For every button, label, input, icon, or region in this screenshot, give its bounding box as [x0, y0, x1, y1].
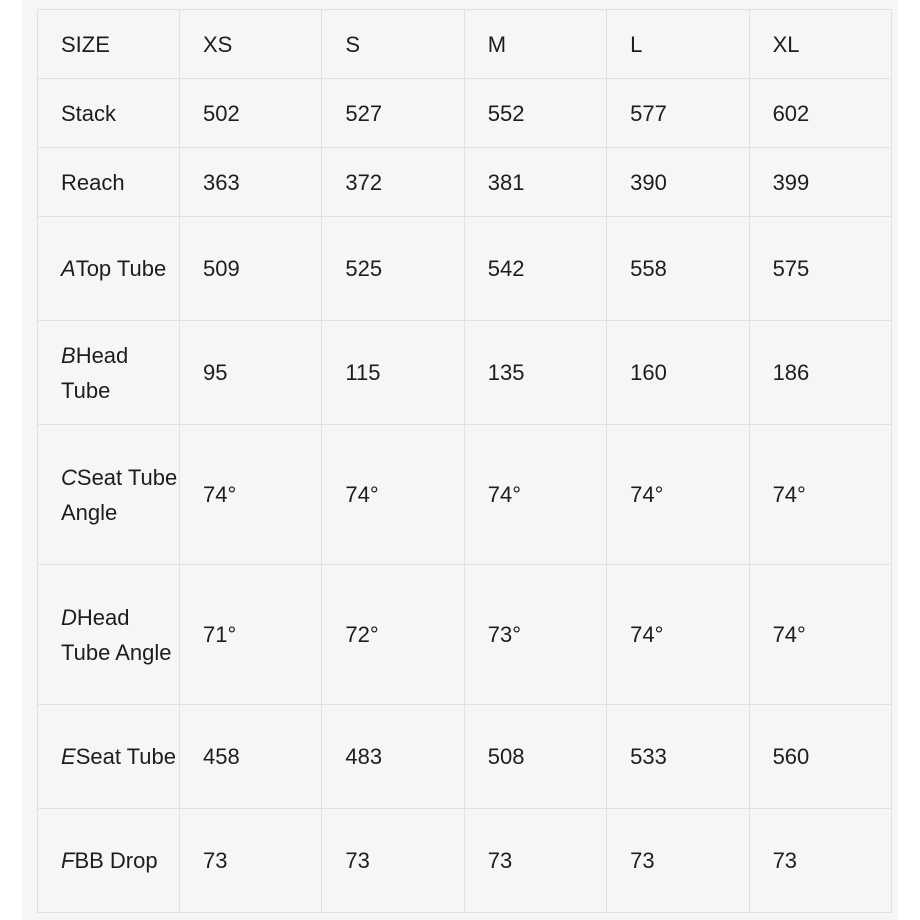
table-cell: 575	[749, 217, 891, 321]
row-label-seat-tube: ESeat Tube	[38, 705, 180, 809]
table-cell: 73	[749, 809, 891, 913]
table-cell: 372	[322, 148, 464, 217]
table-cell: 74°	[464, 425, 606, 565]
table-cell: 502	[180, 79, 322, 148]
table-cell: 525	[322, 217, 464, 321]
table-cell: 363	[180, 148, 322, 217]
table-cell: 552	[464, 79, 606, 148]
table-cell: 95	[180, 321, 322, 425]
table-row	[38, 321, 892, 425]
header-cell-l: L	[607, 10, 749, 79]
table-cell: 399	[749, 148, 891, 217]
geometry-table	[37, 9, 892, 913]
table-cell: 558	[607, 217, 749, 321]
row-label-top-tube: ATop Tube	[38, 217, 180, 321]
table-cell: 74°	[322, 425, 464, 565]
table-cell: 74°	[607, 425, 749, 565]
row-letter: F	[61, 848, 75, 873]
table-cell: 560	[749, 705, 891, 809]
table-cell: 74°	[749, 565, 891, 705]
table-cell: 602	[749, 79, 891, 148]
header-cell-xl: XL	[749, 10, 891, 79]
header-cell-m: M	[464, 10, 606, 79]
table-cell: 72°	[322, 565, 464, 705]
table-row	[38, 705, 892, 809]
row-label-head-tube: BHead Tube	[38, 321, 180, 425]
row-letter: E	[61, 744, 76, 769]
row-letter: D	[61, 604, 77, 630]
row-letter: B	[61, 342, 76, 368]
table-header-row	[38, 10, 892, 79]
table-cell: 74°	[749, 425, 891, 565]
row-label-bb-drop: FBB Drop	[38, 809, 180, 913]
table-row	[38, 809, 892, 913]
table-cell: 533	[607, 705, 749, 809]
row-label-stack: Stack	[38, 79, 180, 148]
table-cell: 577	[607, 79, 749, 148]
table-cell: 74°	[607, 565, 749, 705]
row-letter: C	[61, 464, 77, 490]
header-cell-xs: XS	[180, 10, 322, 79]
table-cell: 390	[607, 148, 749, 217]
table-row	[38, 148, 892, 217]
table-cell: 381	[464, 148, 606, 217]
table-row	[38, 565, 892, 705]
table-cell: 458	[180, 705, 322, 809]
table-cell: 483	[322, 705, 464, 809]
table-row	[38, 425, 892, 565]
table-cell: 73	[180, 809, 322, 913]
table-cell: 542	[464, 217, 606, 321]
table-cell: 73	[464, 809, 606, 913]
row-letter: A	[61, 256, 76, 281]
table-cell: 135	[464, 321, 606, 425]
table-cell: 160	[607, 321, 749, 425]
table-cell: 527	[322, 79, 464, 148]
table-cell: 186	[749, 321, 891, 425]
table-cell: 508	[464, 705, 606, 809]
table-cell: 73°	[464, 565, 606, 705]
row-label-reach: Reach	[38, 148, 180, 217]
row-label-head-tube-angle: DHead Tube Angle	[38, 565, 180, 705]
header-cell-s: S	[322, 10, 464, 79]
table-cell: 73	[322, 809, 464, 913]
table-cell: 74°	[180, 425, 322, 565]
table-row	[38, 79, 892, 148]
row-label-seat-tube-angle: CSeat Tube Angle	[38, 425, 180, 565]
table-cell: 509	[180, 217, 322, 321]
header-cell-size: SIZE	[38, 10, 180, 79]
table-cell: 115	[322, 321, 464, 425]
table-row	[38, 217, 892, 321]
table-cell: 73	[607, 809, 749, 913]
table-cell: 71°	[180, 565, 322, 705]
